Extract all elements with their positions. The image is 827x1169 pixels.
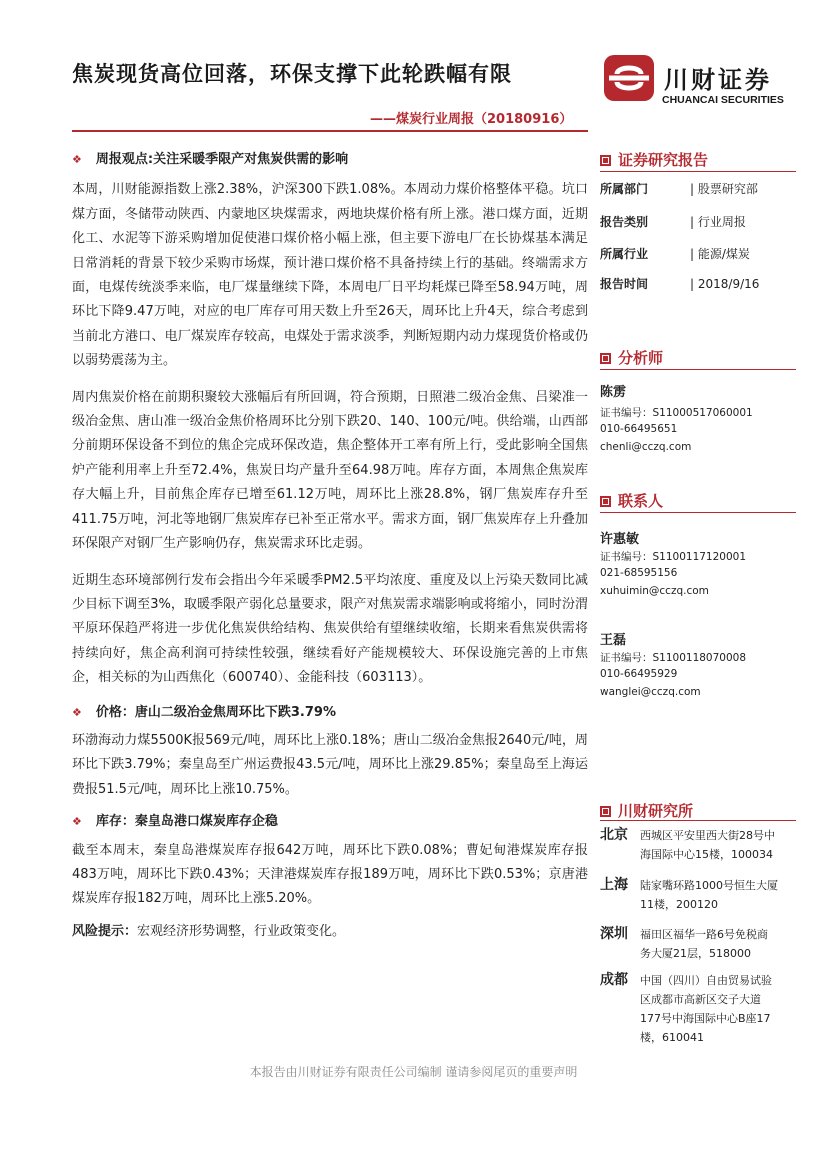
sidebar-heading-contact: 联系人 <box>600 490 663 511</box>
sidebar-divider <box>600 369 796 370</box>
contact-name: 许惠敏 <box>600 532 640 547</box>
contact-email[interactable]: wanglei@cczq.com <box>600 686 701 698</box>
risk-label: 风险提示： <box>72 923 138 939</box>
brand-name-en: CHUANCAI SECURITIES <box>662 94 784 106</box>
info-row-date: 报告时间 | 2018/9/16 <box>600 277 760 291</box>
view-paragraph-3: 近期生态环境部例行发布会指出今年采暖季PM2.5平均浓度、重度及以上污染天数同比减少目标下调至3%，取暖季限产弱化总量要求，限产对焦炭需求端影响或将缩小，同时汾渭平原环保趋严将进一步优化焦炭供给结构、焦炭供给有望继续收缩，长期来看焦炭供需将持续向好，焦企高利润可持续性较强，继续看好产能规模较大、环保设施完善的上市焦企，相关标的为山西焦化（600740）、金能科技（603113）。 <box>72 572 588 686</box>
risk-note <box>72 920 588 944</box>
diamond-bullet-icon: ❖ <box>72 153 82 166</box>
brand-name-cn: 川财证券 <box>664 65 772 94</box>
analyst-name: 陈雳 <box>600 385 627 400</box>
section-heading-inventory: ❖ 库存：秦皇岛港口煤炭库存企稳 <box>72 814 278 830</box>
sidebar-divider <box>600 171 796 172</box>
report-subtitle: ——煤炭行业周报（20180916） <box>370 112 573 127</box>
contact-cert: 证书编号：S1100117120001 <box>600 551 747 563</box>
office-address-chengdu: 中国（四川）自由贸易试验 区成都市高新区交子大道 177号中海国际中心B座17 楼，610041 <box>640 974 772 1044</box>
contact-cert: 证书编号：S1100118070008 <box>600 652 747 664</box>
section-heading-price: ❖ 价格：唐山二级冶金焦周环比下跌3.79% <box>72 704 336 720</box>
office-city-shanghai: 上海 <box>600 877 628 893</box>
title-divider <box>72 130 588 132</box>
office-city-beijing: 北京 <box>600 827 628 843</box>
analyst-cert: 证书编号：S1100051706000​1 <box>600 407 753 419</box>
square-bullet-icon <box>600 353 611 364</box>
sidebar-divider <box>600 512 796 513</box>
footer-disclaimer: 本报告由川财证券有限责任公司编制 谨请参阅尾页的重要声明 <box>249 1065 578 1079</box>
contact-name: 王磊 <box>600 633 627 648</box>
analyst-email[interactable]: chenli@cczq.com <box>600 441 692 453</box>
contact-email[interactable]: xuhuimin@cczq.com <box>600 585 709 597</box>
office-address-shanghai: 陆家嘴环路1000号恒生大厦 11楼，200120 <box>640 879 778 911</box>
square-bullet-icon <box>600 155 611 166</box>
office-city-chengdu: 成都 <box>600 972 628 988</box>
office-city-shenzhen: 深圳 <box>600 926 628 942</box>
sidebar-divider <box>600 820 796 821</box>
square-bullet-icon <box>600 496 611 507</box>
price-paragraph: 环渤海动力煤5500K报569元/吨，周环比上涨0.18%；唐山二级冶金焦报2640元/吨，周环比下跌3.79%；秦皇岛至广州运费报43.5元/吨，周环比上涨29.85%；秦皇岛至上海运费报51.5元/吨，周环比上涨10.75%。 <box>72 732 588 797</box>
info-row-industry: 所属行业 | 能源/煤炭 <box>600 247 750 261</box>
info-row-category: 报告类别 | 行业周报 <box>600 215 746 229</box>
inventory-paragraph: 截至本周末，秦皇岛港煤炭库存报642万吨，周环比下跌0.08%；曹妃甸港煤炭库存报483万吨，周环比下跌0.43%；天津港煤炭库存报189万吨，周环比下跌0.53%；京唐港煤炭库存报182万吨，周环比上涨5.20%。 <box>72 842 588 907</box>
info-row-department: 所属部门 | 股票研究部 <box>600 182 758 196</box>
sidebar-heading-analyst: 分析师 <box>600 347 663 368</box>
sidebar-heading-institute: 川财研究所 <box>600 800 693 821</box>
section-heading-view: ❖ 周报观点:关注采暖季限产对焦炭供需的影响 <box>72 152 349 167</box>
view-paragraph-2: 周内焦炭价格在前期积聚较大涨幅后有所回调，符合预期，日照港二级冶金焦、吕梁准一级冶金焦、唐山准一级冶金焦价格周环比分别下跌20、140、100元/吨。供给端，山西部分前期环保设备不到位的焦企完成环保改造，焦企整体开工率有所上行，受此影响全国焦炉产能利用率上升至72.4%，焦炭日均产量升至64.98万吨。库存方面，本周焦企焦炭库存大幅上升，目前焦企库存已增至61.12万吨，周环比上涨28.8%，钢厂焦炭库存升至411.75万吨，河北等地钢厂焦炭库存已补至正常水平。需求方面，钢厂焦炭库存上升叠加环保限产对钢厂生产影响仍存，焦炭需求环比走弱。 <box>72 389 588 552</box>
risk-text: 宏观经济形势调整，行业政策变化。 <box>137 923 346 939</box>
report-title: 焦炭现货高位回落，环保支撑下此轮跌幅有限 <box>72 61 512 86</box>
office-address-shenzhen: 福田区福华一路6号免税商 务大厦21层，518000 <box>640 928 768 960</box>
view-paragraph-1: 本周，川财能源指数上涨2.38%，沪深300下跌1.08%。本周动力煤价格整体平稳。坑口煤方面，冬储带动陕西、内蒙地区块煤需求，两地块煤价格有所上涨。港口煤方面，近期化工、水泥等下游采购增加促使港口煤价格小幅上涨，但主要下游电厂在长协煤基本满足日常消耗的背景下较少采购市场煤，预计港口煤价格不具备持续上行的基础。终端需求方面，电煤传统淡季来临，电厂煤量继续下降，本周电厂日平均耗煤已降至58.94万吨，周环比下降9.47万吨，对应的电厂库存可用天数上升至26天，周环比上升4天，综合考虑到当前北方港口、电厂煤炭库存较高，电煤处于需求淡季，判断短期内动力煤现货价格或仍以弱势震荡为主。 <box>72 182 588 369</box>
analyst-phone: 010-66495651 <box>600 423 678 435</box>
main-content <box>72 148 588 944</box>
square-bullet-icon <box>600 806 611 817</box>
contact-phone: 010-66495929 <box>600 668 678 680</box>
chuancai-logo-icon <box>603 54 655 102</box>
contact-phone: 021-68595156 <box>600 567 678 579</box>
diamond-bullet-icon: ❖ <box>72 705 82 719</box>
office-address-beijing: 西城区平安里西大街28号中 海国际中心15楼，100034 <box>640 829 775 861</box>
diamond-bullet-icon: ❖ <box>72 815 82 829</box>
sidebar-heading-report: 证券研究报告 <box>600 149 708 170</box>
